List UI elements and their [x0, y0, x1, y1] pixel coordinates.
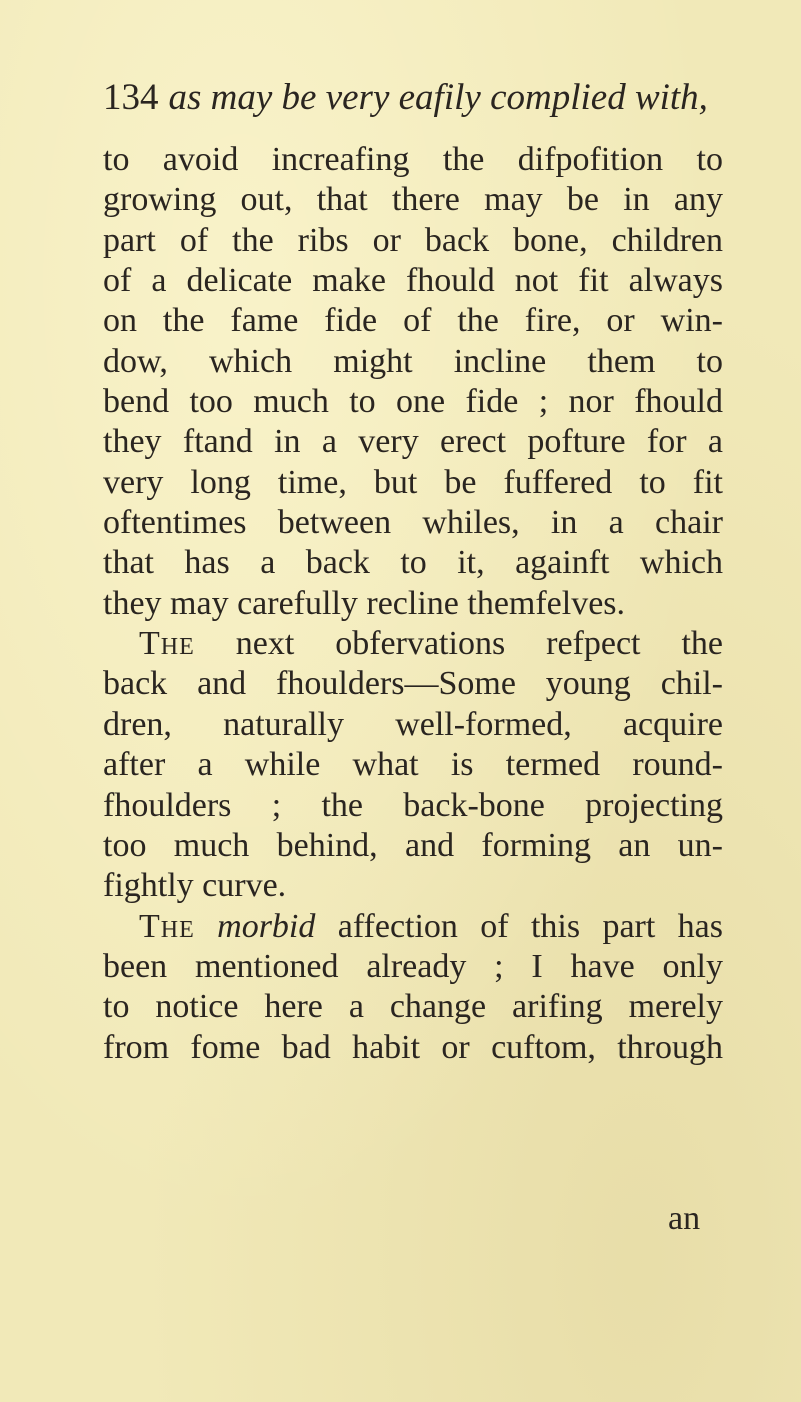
text-line: to notice here a change arifing merely: [103, 988, 723, 1026]
text-line: growing out, that there may be in any: [103, 181, 723, 219]
text-line: that has a back to it, againft which: [103, 544, 723, 582]
running-head: [103, 74, 743, 122]
text-line: oftentimes between whiles, in a chair: [103, 504, 723, 542]
paragraph-opening-line: [103, 907, 723, 947]
text-line: dren, naturally well-formed, acquire: [103, 705, 723, 743]
paragraph-first-line-text: affection of this part has: [315, 907, 724, 945]
text-line: after a while what is termed round-: [103, 746, 723, 784]
running-head-title: as may be very eafily complied with,: [168, 77, 708, 118]
text-line: fightly curve.: [103, 867, 287, 905]
paragraph-lead-word: The: [139, 907, 195, 945]
text-line: bend too much to one fide ; nor fhould: [103, 383, 723, 421]
text-line: part of the ribs or back bone, children: [103, 221, 723, 259]
text-line: too much behind, and forming an un-: [103, 826, 723, 864]
text-line: from fome bad habit or cuftom, through: [103, 1028, 723, 1066]
text-line: fhoulders ; the back-bone projecting: [103, 786, 723, 824]
text-line: dow, which might incline them to: [103, 342, 723, 380]
text-line: of a delicate make fhould not fit always: [103, 262, 723, 300]
text-line: they may carefully recline themfelves.: [103, 584, 626, 622]
paragraph-first-line-text: next obfervations refpect the: [194, 625, 723, 663]
page-number: 134: [103, 77, 159, 118]
paragraph-lead-word: The: [139, 625, 195, 663]
body-text: [103, 140, 723, 1068]
italic-word: morbid: [217, 907, 316, 945]
text-line: back and fhoulders—Some young chil-: [103, 665, 723, 703]
text-line: been mentioned already ; I have only: [103, 947, 723, 985]
text-line: very long time, but be fuffered to fit: [103, 463, 723, 501]
paragraph-opening-line: [103, 624, 723, 664]
text-line: they ftand in a very erect pofture for a: [103, 423, 723, 461]
catchword: an: [668, 1200, 701, 1237]
text-line: to avoid increafing the difpofition to: [103, 141, 723, 178]
text-line: on the fame fide of the fire, or win-: [103, 302, 723, 340]
